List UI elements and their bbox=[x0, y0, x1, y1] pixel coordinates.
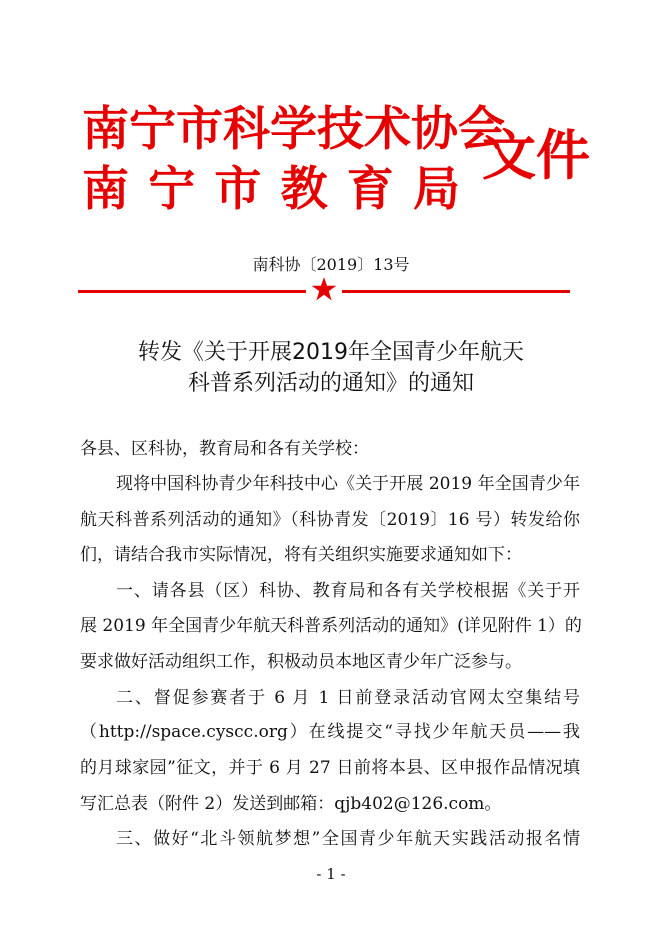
body-line: 们，请结合我市实际情况，将有关组织实施要求通知如下： bbox=[80, 545, 522, 565]
body-line: 现将中国科协青少年科技中心《关于开展 2019 年全国青少年 bbox=[116, 474, 580, 494]
red-divider-right bbox=[342, 290, 570, 293]
salutation: 各县、区科协，教育局和各有关学校： bbox=[80, 439, 369, 459]
body-line: 的月球家园”征文，并于 6 月 27 日前将本县、区申报作品情况填 bbox=[80, 758, 580, 778]
document-title-line-1: 转发《关于开展2019年全国青少年航天 bbox=[138, 340, 524, 365]
body-line: （http://space.cyscc.org）在线提交“寻找少年航天员——我 bbox=[80, 722, 580, 742]
body-line: 航天科普系列活动的通知》（科协青发〔2019〕16 号）转发给你 bbox=[80, 510, 580, 530]
document-title-line-2: 科普系列活动的通知》的通知 bbox=[187, 371, 474, 396]
body-line: 展 2019 年全国青少年航天科普系列活动的通知》(详见附件 1）的 bbox=[80, 616, 582, 636]
page-number: - 1 - bbox=[316, 865, 346, 883]
body-line: 二、督促参赛者于 6 月 1 日前登录活动官网太空集结号 bbox=[116, 688, 580, 708]
issuer-name-education-bureau: 南宁市教育局 bbox=[82, 162, 460, 217]
body-line: 三、做好“北斗领航梦想”全国青少年航天实践活动报名情 bbox=[116, 829, 580, 849]
file-label: 文件 bbox=[482, 123, 590, 187]
red-divider-left bbox=[78, 290, 306, 293]
issuer-name-association: 南宁市科学技术协会 bbox=[82, 102, 505, 157]
body-line: 要求做好活动组织工作，积极动员本地区青少年广泛参与。 bbox=[80, 652, 522, 672]
body-line: 写汇总表（附件 2）发送到邮箱：qjb402@126.com。 bbox=[80, 794, 502, 814]
star-icon bbox=[311, 276, 337, 302]
body-line: 一、请各县（区）科协、教育局和各有关学校根据《关于开 bbox=[116, 581, 580, 601]
document-number: 南科协〔2019〕13号 bbox=[252, 255, 410, 274]
